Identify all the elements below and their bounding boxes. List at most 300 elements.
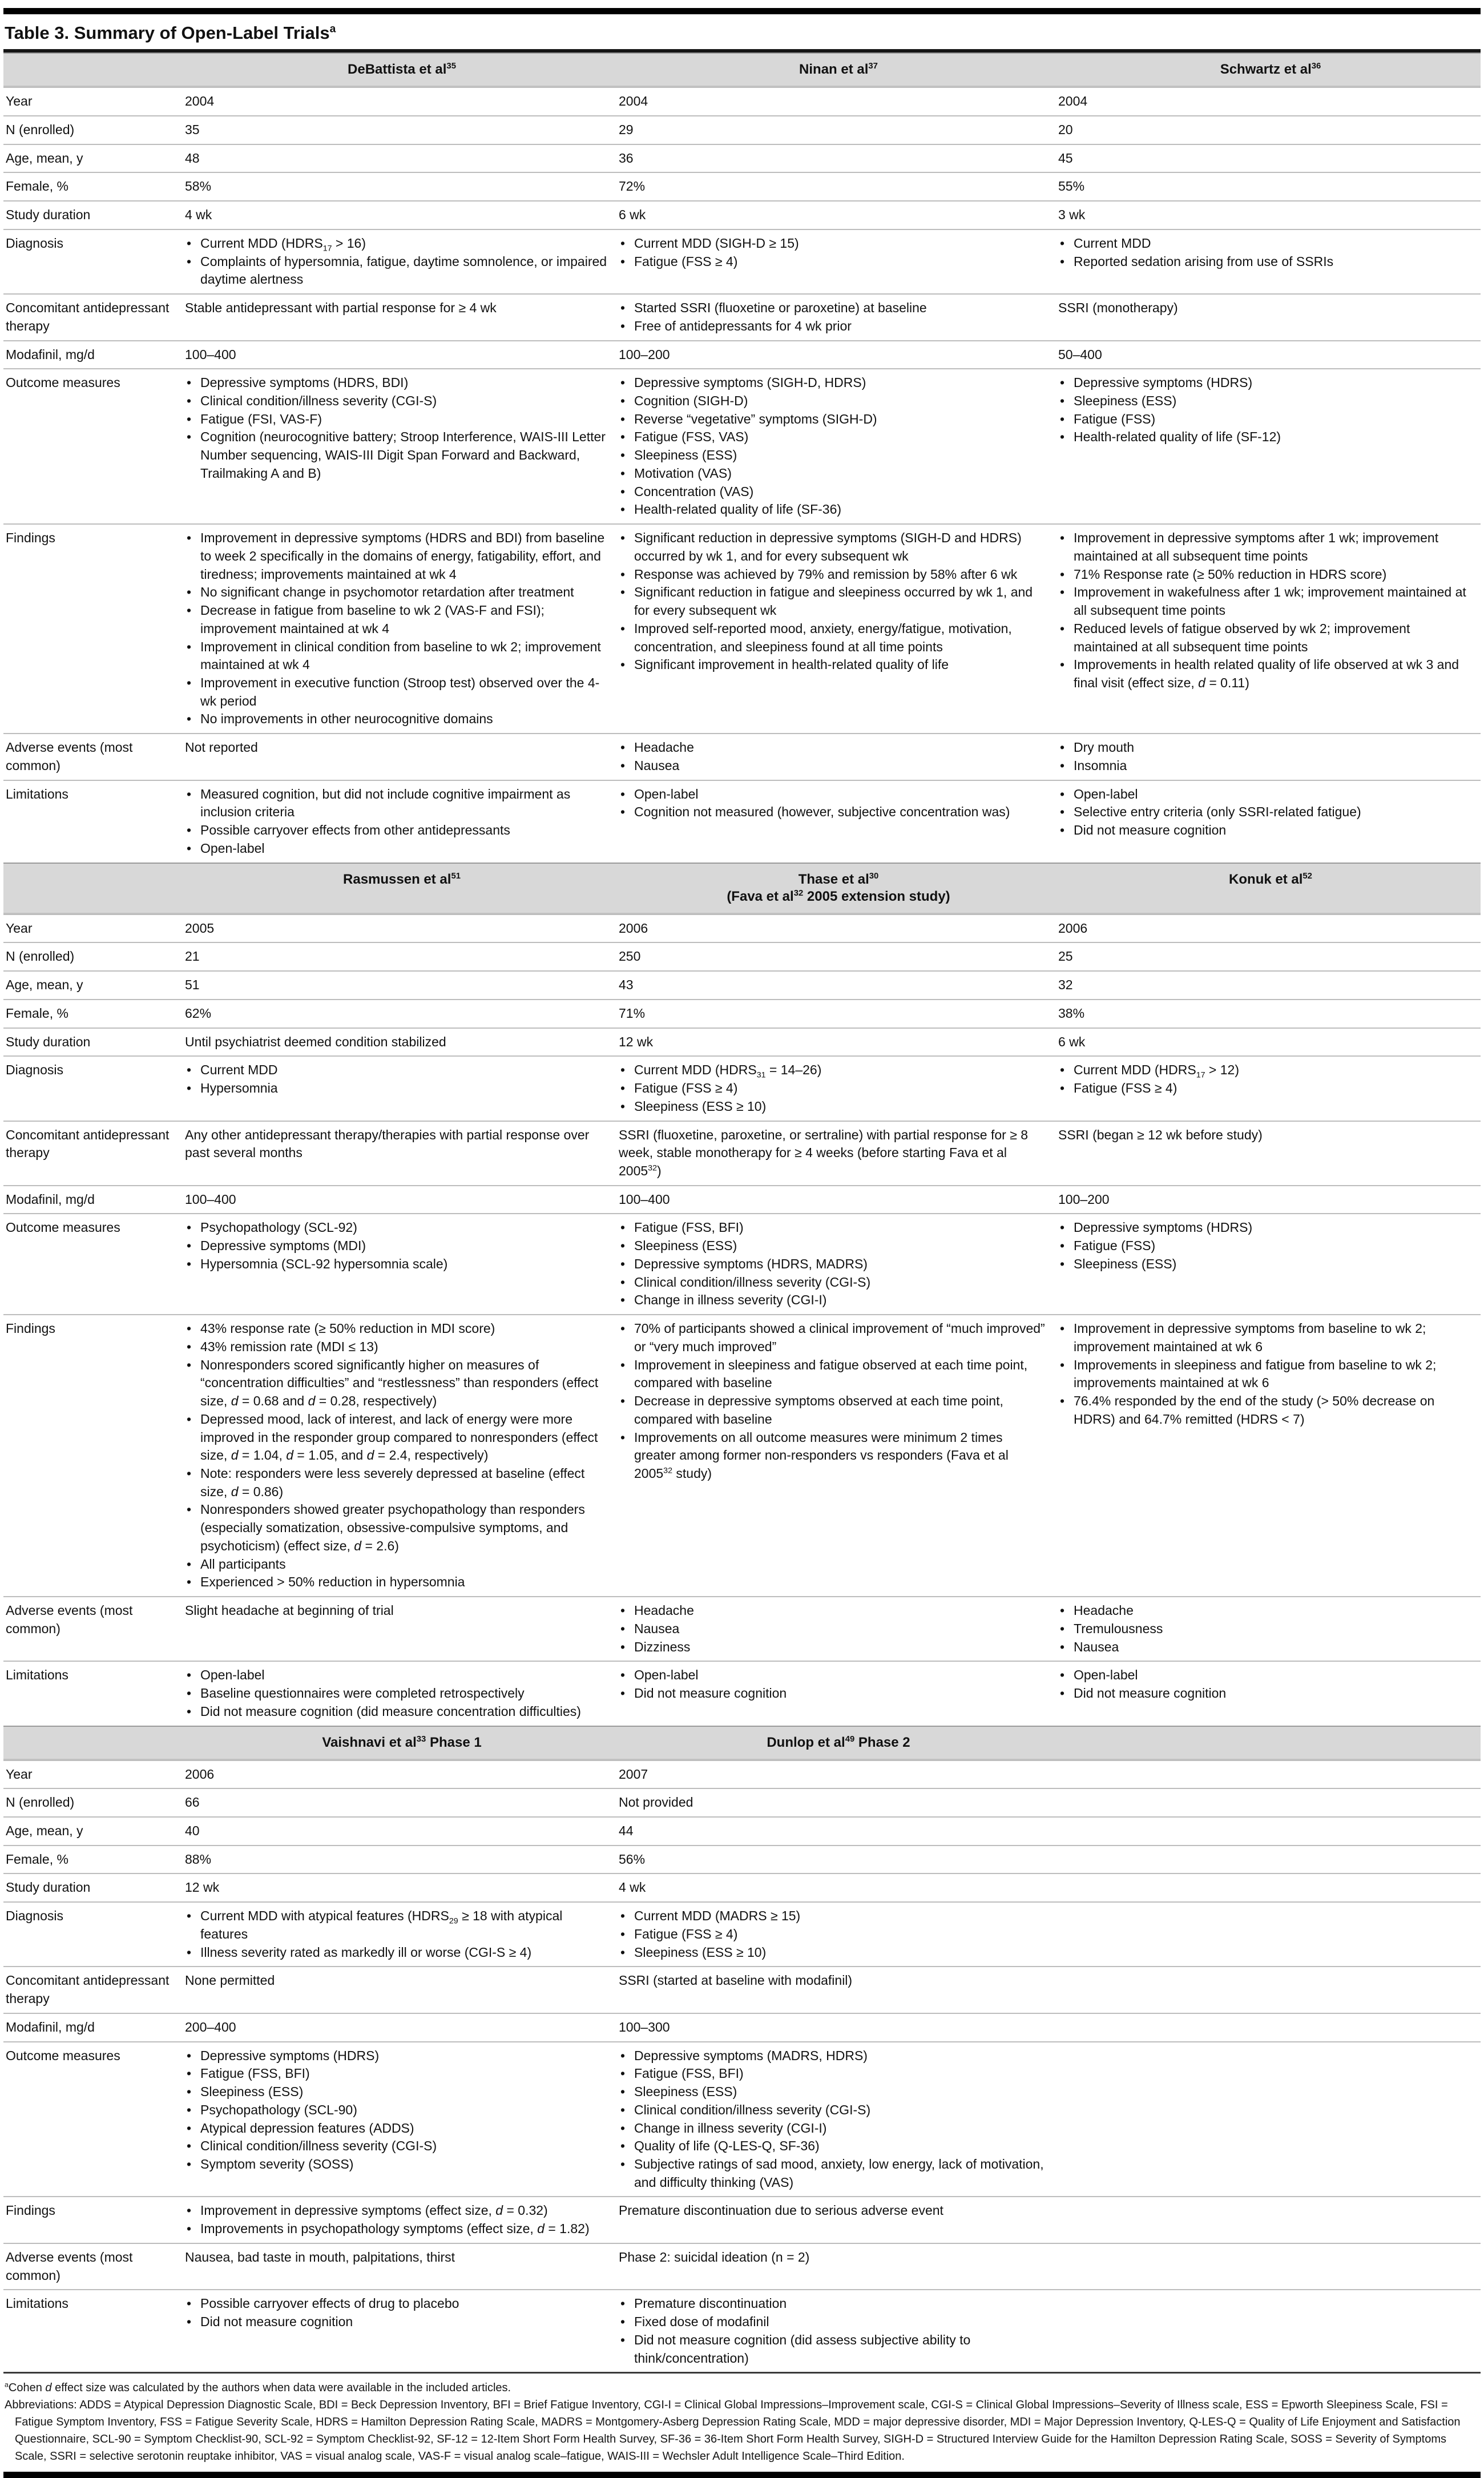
bullet-text: Cognition (SIGH-D) — [634, 393, 748, 408]
bullet-item — [185, 1079, 607, 1098]
bullet-item — [1058, 803, 1471, 821]
bullet-item — [1058, 428, 1471, 446]
bullet-item — [185, 674, 607, 710]
bullet-icon: • — [187, 1321, 192, 1336]
header-spacer — [3, 54, 185, 86]
cell-text: None permitted — [185, 1973, 275, 1988]
bullet-icon: • — [1060, 620, 1065, 636]
cell-text: SSRI (began ≥ 12 wk before study) — [1058, 1127, 1263, 1142]
bullet-icon: • — [1060, 657, 1065, 672]
bullet-icon: • — [187, 1908, 192, 1924]
bullet-text: Selective entry criteria (only SSRI-related fatigue) — [1074, 804, 1361, 820]
study-cell — [185, 173, 619, 200]
bullet-text: Depressive symptoms (SIGH-D, HDRS) — [634, 375, 866, 390]
cell-text: Premature discontinuation due to serious adverse event — [619, 2203, 943, 2218]
bullet-text: Hypersomnia (SCL-92 hypersomnia scale) — [200, 1256, 448, 1271]
bullet-text: Improvement in executive function (Stroop test) observed over the 4-wk period — [200, 675, 600, 708]
bullet-item — [1058, 785, 1471, 804]
study-cell — [1058, 2290, 1483, 2372]
cell-text: 12 wk — [185, 1880, 220, 1895]
table-row — [3, 115, 1481, 144]
bullet-icon: • — [1060, 786, 1065, 801]
bullet-item — [1058, 1620, 1471, 1638]
bullet-item — [185, 602, 607, 638]
bullet-icon: • — [187, 1502, 192, 1517]
bullet-item — [185, 529, 607, 583]
row-label: Outcome measures — [6, 1220, 120, 1235]
bullet-item — [619, 803, 1047, 821]
panel-header-row — [3, 863, 1481, 914]
table-row — [3, 368, 1481, 523]
row-label: Adverse events (most common) — [6, 2249, 133, 2283]
bullet-text: Did not measure cognition — [1074, 823, 1227, 838]
row-label: Study duration — [6, 1880, 91, 1895]
bullet-icon: • — [187, 1256, 192, 1271]
bullet-text: Cognition (neurocognitive battery; Stroop Interference, WAIS-III Letter Number sequencing, WAIS-III Digit Span Forward and Backward, Trailmaking A and B) — [200, 429, 606, 481]
study-cell — [185, 1967, 619, 2012]
bullet-text: Clinical condition/illness severity (CGI-S) — [634, 1274, 871, 1290]
study-header-line: Schwartz et $al^{36}$ — [1220, 62, 1321, 78]
study-cell — [1058, 295, 1483, 340]
table-panels — [3, 53, 1481, 2372]
bullet-item — [619, 1291, 1047, 1309]
bullet-text: Improvements in sleepiness and fatigue from baseline to wk 2; improvements maintained at wk 6 — [1074, 1357, 1437, 1391]
study-cell — [1058, 1761, 1483, 1788]
study-cell — [619, 1214, 1058, 1314]
bullet-item — [619, 620, 1047, 656]
cell-text: 100–200 — [1058, 1191, 1110, 1207]
bullet-text: Sleepiness (ESS) — [634, 448, 737, 463]
cell-text: 62% — [185, 1005, 212, 1021]
bullet-item — [1058, 1392, 1471, 1428]
bullet-icon: • — [1060, 393, 1065, 408]
bullet-item — [619, 374, 1047, 392]
bullet-item — [619, 2155, 1047, 2191]
bullet-text: Change in illness severity (CGI-I) — [634, 2120, 827, 2135]
study-cell — [185, 1761, 619, 1788]
cell-text: Nausea, bad taste in mouth, palpitations, thirst — [185, 2249, 455, 2265]
study-cell — [185, 116, 619, 144]
table-row — [3, 942, 1481, 970]
table-title: Table 3. Summary of Open-Label Trials$^a$ — [5, 23, 336, 43]
row-label: Female, % — [6, 1005, 68, 1021]
bullet-item — [185, 1411, 607, 1465]
bullet-icon: • — [620, 393, 626, 408]
cell-text: 2006 — [1058, 920, 1088, 936]
bullet-text: No significant change in psychomotor retardation after treatment — [200, 585, 574, 600]
cell-text: Stable antidepressant with partial response for ≥ 4 wk — [185, 300, 497, 316]
bullet-icon: • — [620, 465, 626, 481]
bullet-item — [619, 2101, 1047, 2120]
bullet-item — [1058, 1061, 1471, 1079]
bullet-item — [619, 1098, 1047, 1116]
bullet-icon: • — [620, 2066, 626, 2081]
row-label: Year — [6, 1766, 33, 1782]
cell-text: 32 — [1058, 977, 1073, 993]
study-cell — [1058, 202, 1483, 229]
study-header-line: Dunlop et $al^{49}$ Phase 2 — [767, 1734, 910, 1750]
bullet-text: Current MDD (MADRS ≥ 15) — [634, 1908, 801, 1924]
row-label: Year — [6, 94, 33, 109]
study-cell — [619, 1597, 1058, 1661]
bullet-text: Improvements in health related quality of life observed at wk 3 and final visit (effect size, d = 0.11) — [1074, 657, 1459, 691]
bullet-item — [619, 465, 1047, 483]
bullet-item — [619, 1638, 1047, 1657]
bullet-text: Fatigue (FSS, BFI) — [634, 1220, 744, 1235]
cell-text: 250 — [619, 949, 641, 964]
bullet-text: Clinical condition/illness severity (CGI-S) — [200, 2138, 437, 2154]
study-cell — [185, 369, 619, 523]
bullet-item — [1058, 1237, 1471, 1255]
bullet-item — [619, 757, 1047, 775]
study-cell — [619, 1846, 1058, 1873]
cell-text: 50–400 — [1058, 346, 1102, 362]
cell-text: 4 wk — [619, 1880, 646, 1895]
bullet-item — [619, 2295, 1047, 2313]
cell-text: Not provided — [619, 1795, 693, 1810]
bullet-item — [1058, 1079, 1471, 1098]
bullet-icon: • — [620, 300, 626, 316]
bullet-item — [619, 1429, 1047, 1483]
study-cell — [185, 230, 619, 293]
bullet-item — [619, 317, 1047, 336]
bullet-icon: • — [1060, 253, 1065, 269]
bullet-icon: • — [187, 1465, 192, 1481]
study-cell — [619, 1186, 1058, 1214]
study-cell — [1058, 1000, 1483, 1028]
row-label: Limitations — [6, 1667, 68, 1683]
bullet-text: 71% Response rate (≥ 50% reduction in HDRS score) — [1074, 566, 1387, 582]
bullet-icon: • — [620, 1274, 626, 1290]
footnote-line: $^a$Cohen d effect size was calculated by the authors when data were available in the included articles. — [5, 2380, 511, 2395]
bullet-icon: • — [1060, 429, 1065, 445]
study-cell — [1058, 1846, 1483, 1873]
bullet-text: Fatigue (FSS, BFI) — [634, 2066, 744, 2081]
bullet-text: Depressive symptoms (HDRS) — [1074, 375, 1253, 390]
bullet-item — [185, 2083, 607, 2101]
bullet-text: Hypersomnia — [200, 1081, 278, 1096]
study-cell — [1058, 972, 1483, 999]
bullet-icon: • — [620, 757, 626, 773]
bullet-icon: • — [1060, 1321, 1065, 1336]
bullet-icon: • — [1060, 804, 1065, 820]
bullet-text: Fatigue (FSS ≥ 4) — [634, 253, 738, 269]
study-cell — [185, 1662, 619, 1725]
study-cell — [185, 1057, 619, 1120]
bullet-text: Sleepiness (ESS) — [1074, 393, 1177, 408]
bullet-item — [619, 410, 1047, 429]
bullet-icon: • — [620, 375, 626, 390]
bullet-item — [1058, 392, 1471, 410]
bullet-text: Concentration (VAS) — [634, 483, 754, 499]
bullet-text: 43% response rate (≥ 50% reduction in MDI score) — [200, 1321, 495, 1336]
bullet-icon: • — [187, 253, 192, 269]
row-label: Modafinil, mg/d — [6, 2019, 95, 2034]
bullet-icon: • — [620, 2314, 626, 2330]
bullet-text: Dry mouth — [1074, 740, 1135, 755]
cell-text: 38% — [1058, 1005, 1085, 1021]
bullet-text: Possible carryover effects from other antidepressants — [200, 823, 510, 838]
bullet-item — [1058, 1602, 1471, 1620]
bullet-item — [185, 2120, 607, 2138]
table-row — [3, 2243, 1481, 2289]
study-header — [1058, 1727, 1483, 1759]
study-cell — [619, 369, 1058, 523]
bullet-item — [619, 1274, 1047, 1292]
bullet-icon: • — [1060, 566, 1065, 582]
bullet-text: Fatigue (FSS, VAS) — [634, 429, 749, 445]
bullet-icon: • — [187, 1556, 192, 1572]
bullet-text: Did not measure cognition — [1074, 1686, 1227, 1701]
bullet-item — [619, 1907, 1047, 1925]
bullet-icon: • — [187, 2066, 192, 2081]
bullet-text: Current MDD — [200, 1062, 278, 1078]
table-row — [3, 1213, 1481, 1314]
cell-text: 29 — [619, 122, 634, 137]
row-label: Age, mean, y — [6, 1823, 83, 1838]
bullet-text: Reverse “vegetative” symptoms (SIGH-D) — [634, 411, 877, 426]
bullet-icon: • — [187, 1703, 192, 1719]
bullet-text: Improvement in clinical condition from baseline to wk 2; improvement maintained at wk 4 — [200, 639, 601, 672]
study-cell — [185, 1214, 619, 1314]
bullet-text: Decrease in depressive symptoms observed at each time point, compared with baseline — [634, 1393, 1003, 1427]
study-cell — [185, 2197, 619, 2242]
bullet-item — [185, 1907, 607, 1943]
bullet-text: Psychopathology (SCL-90) — [200, 2102, 357, 2117]
bullet-icon: • — [620, 1321, 626, 1336]
row-label: Limitations — [6, 786, 68, 801]
bullet-item — [185, 1061, 607, 1079]
bullet-text: Clinical condition/illness severity (CGI-S) — [634, 2102, 871, 2117]
bullet-icon: • — [620, 2084, 626, 2100]
cell-text: 40 — [185, 1823, 200, 1838]
study-cell — [619, 525, 1058, 733]
table-title-block — [3, 14, 1481, 53]
row-label: Adverse events (most common) — [6, 1603, 133, 1636]
bullet-text: Headache — [634, 740, 694, 755]
cell-text: 2006 — [185, 1766, 215, 1782]
bullet-icon: • — [187, 1357, 192, 1372]
bullet-text: Depressive symptoms (MADRS, HDRS) — [634, 2048, 868, 2063]
study-cell — [619, 2042, 1058, 2197]
study-cell — [1058, 781, 1483, 863]
cell-text: Until psychiatrist deemed condition stabilized — [185, 1034, 446, 1049]
bullet-text: Change in illness severity (CGI-I) — [634, 1292, 827, 1308]
bullet-text: Significant improvement in health-related quality of life — [634, 657, 949, 672]
cell-text: 100–300 — [619, 2019, 670, 2034]
bullet-text: Quality of life (Q-LES-Q, SF-36) — [634, 2138, 820, 2154]
table-row — [3, 1873, 1481, 1901]
cell-text: SSRI (started at baseline with modafinil) — [619, 1973, 853, 1988]
study-header — [185, 864, 619, 913]
bullet-item — [185, 2202, 607, 2220]
study-cell — [1058, 1122, 1483, 1185]
bullet-item — [185, 374, 607, 392]
bullet-item — [619, 1944, 1047, 1962]
study-cell — [185, 1122, 619, 1185]
study-cell — [185, 295, 619, 340]
table-row — [3, 1028, 1481, 1056]
bullet-item — [185, 1255, 607, 1274]
bullet-item — [185, 1556, 607, 1574]
bullet-icon: • — [187, 786, 192, 801]
panel-header-row — [3, 53, 1481, 87]
bullet-icon: • — [187, 375, 192, 390]
bullet-item — [619, 1237, 1047, 1255]
study-cell — [619, 1029, 1058, 1056]
table-row — [3, 1788, 1481, 1816]
bullet-text: Subjective ratings of sad mood, anxiety, low energy, lack of motivation, and difficulty thinking (VAS) — [634, 2157, 1044, 2190]
bullet-item — [619, 566, 1047, 584]
table-row — [3, 2041, 1481, 2197]
bullet-item — [185, 235, 607, 253]
study-cell — [1058, 369, 1483, 523]
bullet-icon: • — [187, 1339, 192, 1354]
bullet-icon: • — [187, 603, 192, 618]
study-cell — [1058, 173, 1483, 200]
bullet-text: Free of antidepressants for 4 wk prior — [634, 318, 852, 333]
bullet-icon: • — [187, 2157, 192, 2172]
bullet-icon: • — [1060, 757, 1065, 773]
study-cell — [619, 2197, 1058, 2242]
row-label: Outcome measures — [6, 375, 120, 390]
study-cell — [185, 915, 619, 942]
bullet-text: Possible carryover effects of drug to placebo — [200, 2296, 459, 2311]
bullet-icon: • — [1060, 585, 1065, 600]
bullet-item — [185, 710, 607, 728]
cell-text: 200–400 — [185, 2019, 236, 2034]
bullet-icon: • — [620, 620, 626, 636]
bullet-text: Dizziness — [634, 1639, 691, 1654]
cell-text: 43 — [619, 977, 634, 993]
bullet-item — [619, 583, 1047, 619]
bullet-item — [619, 428, 1047, 446]
bullet-icon: • — [1060, 740, 1065, 755]
study-cell — [619, 734, 1058, 779]
study-cell — [1058, 145, 1483, 172]
study-cell — [1058, 1874, 1483, 1901]
study-cell — [1058, 116, 1483, 144]
cell-text: 100–400 — [185, 1191, 236, 1207]
study-header-line: Thase et $al^{30}$ — [798, 871, 879, 887]
bullet-icon: • — [187, 235, 192, 251]
bullet-icon: • — [620, 411, 626, 426]
study-cell — [185, 1874, 619, 1901]
bullet-item — [619, 2120, 1047, 2138]
study-cell — [619, 173, 1058, 200]
table-row — [3, 1055, 1481, 1120]
bullet-icon: • — [187, 1062, 192, 1078]
row-label: Concomitant antidepressant therapy — [6, 1973, 170, 2006]
bullet-item — [185, 1219, 607, 1237]
bullet-text: Headache — [634, 1603, 694, 1618]
bullet-item — [1058, 1666, 1471, 1685]
study-cell — [619, 116, 1058, 144]
study-cell — [185, 1029, 619, 1056]
row-label: Female, % — [6, 179, 68, 194]
bullet-text: All participants — [200, 1556, 286, 1572]
bullet-item — [619, 235, 1047, 253]
panel-header-row — [3, 1726, 1481, 1760]
study-cell — [185, 781, 619, 863]
bullet-text: Nausea — [634, 757, 680, 773]
bullet-item — [1058, 1255, 1471, 1274]
bullet-item — [619, 501, 1047, 519]
bullet-text: Current MDD (SIGH-D ≥ 15) — [634, 235, 799, 251]
bullet-item — [185, 392, 607, 410]
table-row — [3, 2013, 1481, 2041]
bullet-item — [185, 1685, 607, 1703]
bullet-item — [619, 785, 1047, 804]
bullet-item — [185, 2295, 607, 2313]
study-header — [1058, 54, 1483, 86]
bullet-text: Improvements in psychopathology symptoms (effect size, d = 1.82) — [200, 2221, 590, 2237]
bullet-item — [185, 1338, 607, 1356]
study-cell — [619, 1903, 1058, 1966]
study-cell — [1058, 915, 1483, 942]
cell-text: 58% — [185, 179, 212, 194]
header-spacer — [3, 864, 185, 913]
cell-text: 100–400 — [619, 1191, 670, 1207]
study-panel — [3, 53, 1481, 862]
bullet-icon: • — [620, 2332, 626, 2347]
bullet-icon: • — [620, 804, 626, 820]
cell-text: 36 — [619, 150, 634, 166]
bullet-text: Sleepiness (ESS) — [200, 2084, 304, 2100]
study-cell — [1058, 1662, 1483, 1725]
study-cell — [185, 972, 619, 999]
bullet-text: Open-label — [634, 786, 699, 801]
cell-text: 2004 — [185, 94, 215, 109]
bullet-item — [619, 299, 1047, 317]
bullet-text: Did not measure cognition (did assess subjective ability to think/concentration) — [634, 2332, 971, 2366]
study-cell — [619, 915, 1058, 942]
study-cell — [185, 145, 619, 172]
bullet-icon: • — [620, 1220, 626, 1235]
bullet-icon: • — [187, 2314, 192, 2330]
table-row — [3, 1661, 1481, 1725]
row-label: Year — [6, 920, 33, 936]
bullet-icon: • — [620, 1062, 626, 1078]
table-row — [3, 1901, 1481, 1966]
bullet-item — [619, 2083, 1047, 2101]
bullet-item — [619, 2137, 1047, 2155]
table-row — [3, 200, 1481, 229]
bullet-text: Nausea — [634, 1621, 680, 1636]
cell-text: 100–400 — [185, 346, 236, 362]
bullet-text: Health-related quality of life (SF-12) — [1074, 429, 1281, 445]
bullet-icon: • — [620, 1292, 626, 1308]
table-row — [3, 523, 1481, 733]
study-cell — [1058, 88, 1483, 115]
bullet-icon: • — [1060, 411, 1065, 426]
bullet-text: Fatigue (FSS ≥ 4) — [1074, 1081, 1177, 1096]
bullet-text: Premature discontinuation — [634, 2296, 787, 2311]
bullet-item — [1058, 1638, 1471, 1657]
bullet-item — [1058, 620, 1471, 656]
bullet-item — [619, 483, 1047, 501]
bullet-item — [185, 428, 607, 482]
cell-text: 6 wk — [1058, 1034, 1086, 1049]
bullet-item — [185, 2065, 607, 2083]
row-label: Study duration — [6, 207, 91, 223]
study-cell — [1058, 734, 1483, 779]
bullet-item — [185, 2047, 607, 2065]
bullet-text: Improvement in wakefulness after 1 wk; improvement maintained at all subsequent time points — [1074, 585, 1466, 618]
row-label: Findings — [6, 1321, 55, 1336]
study-cell — [1058, 1214, 1483, 1314]
bullet-text: Open-label — [1074, 1667, 1138, 1683]
